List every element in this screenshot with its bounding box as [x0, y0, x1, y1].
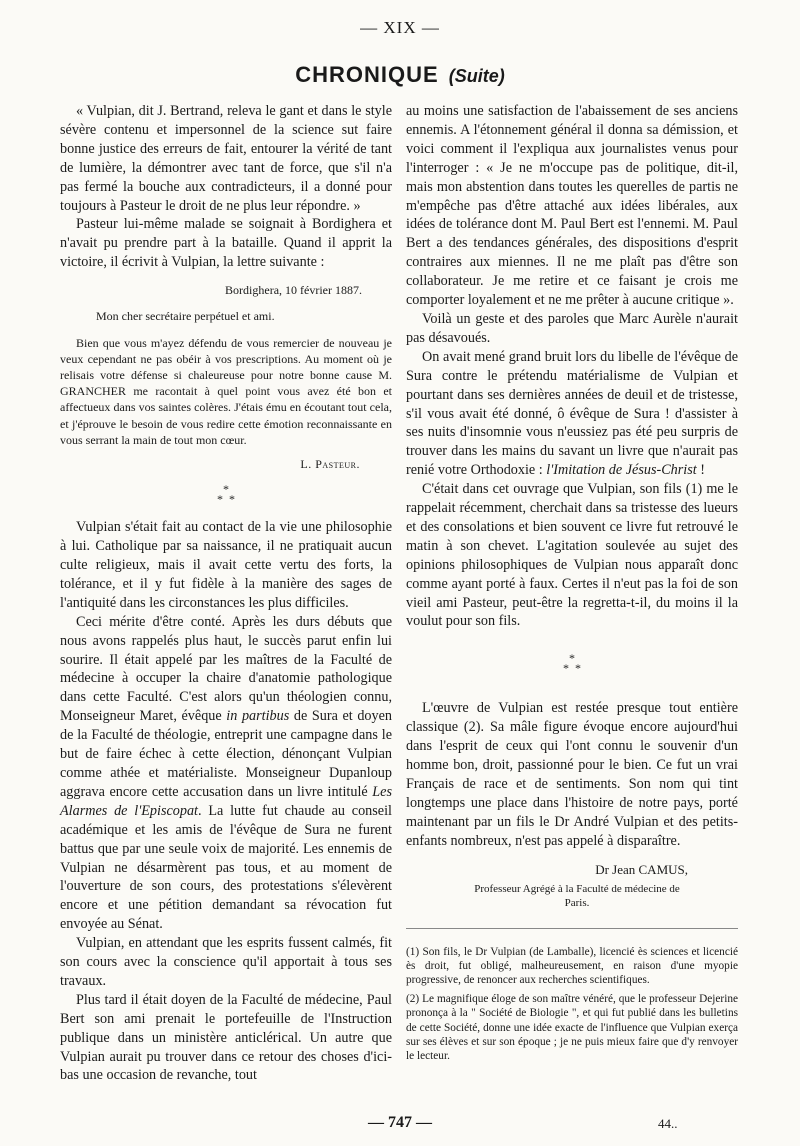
footnote-1: (1) Son fils, le Dr Vulpian (de Lamballe), licencié ès sciences et licencié ès droit, fut obligé, malheureusement, en raison d'une myopie progressive, de renoncer aux recherches scientifiques. — [406, 945, 738, 987]
author-signature — [406, 861, 688, 910]
text-run: Ceci mérite d'être conté. Après les durs débuts que nous avons rappelés plus haut, le succès parut enfin lui sourire. Il était appelé par les maîtres de la Faculté de médecine à occuper la chaire d'anatomie pathologique dans cette Faculté. C'est alors qu'un théologien connu, Monseigneur Maret, évêque — [60, 613, 392, 725]
left-column — [60, 102, 392, 1085]
paragraph: L'œuvre de Vulpian est restée presque tout entière classique (2). Sa mâle figure évoque encore aujourd'hui dans l'esprit de ceux qui l'ont connu le souvenir d'un homme bon, droit, passionné pour le bien. Ce fut un vrai Français de race et de sentiments. Son nom qui tint longtemps une place dans l'histoire de notre pays, porté maintenant par un fils le Dr André Vulpian et des petits-enfants nombreux, n'est pas appelé à disparaître. — [406, 700, 738, 849]
paragraph: Vulpian, en attendant que les esprits fussent calmés, fit son cours avec la conscience qu'il apportait à tous ses travaux. — [60, 935, 392, 989]
pasteur-letter — [60, 282, 392, 472]
letter-body: Bien que vous m'ayez défendu de vous remercier de nouveau je veux cependant ne pas obéir à vos prescriptions. Au moment où je relisais votre défense si chaleureuse pour notre bonne cause M. GRANCHER me racontait à quel point vous avez été bon et affectueux dans vos saintes colères. J'étais ému en écoutant tout cela, et j'éprouve le besoin de vous redire cette émotion reconnaissante en vous serrant la main de tout mon cœur. — [60, 335, 392, 447]
footnote-2: (2) Le magnifique éloge de son maître vénéré, que le professeur Dejerine prononça à la " Société de Biologie ", et qui fut publié dans les bulletins de cette Société, donne une idée exacte de l'influence que Vulpian exerça sur ses élèves et sur son époque ; je ne puis mieux faire que d'y renvoyer le lecteur. — [406, 992, 738, 1063]
folio-mark: 44.. — [658, 1116, 678, 1131]
text-run: de Sura et doyen de la Faculté de théologie, entreprit une campagne dans le but de faire échec à cette élection, dénonçant Vulpian comme athée et matérialiste. Monseigneur Dupanloup aggrava encore cette accusation dans un livre intitulé — [60, 708, 392, 800]
italic-run: in partibus — [226, 708, 290, 725]
paragraph: C'était dans cet ouvrage que Vulpian, son fils (1) me le rappelait récemment, cherchait dans sa tristesse des lueurs et des consolations et bien souvent ce livre fut retrouvé le matin à son chevet. L'agitation soulevée au sujet des opinions philosophiques de Vulpian nous apparaît donc comme ayant porté à faux. Certes il n'eut pas la foi de son vieil ami Pasteur, peut-être la regretta-t-il, du moins il la voulut pour son fils. — [406, 481, 738, 630]
asterism-right: * — [575, 661, 581, 676]
paragraph: Pasteur lui-même malade se soignait à Bordighera et n'avait pu prendre part à la bataille. Quand il apprit la victoire, il écrivit à Vulpian, la lettre suivante : — [60, 216, 392, 271]
section-asterism — [406, 651, 738, 676]
asterism-top: * — [223, 482, 229, 497]
asterism-left: * — [217, 492, 223, 507]
letter-place-date: Bordighera, 10 février 1887. — [225, 283, 362, 298]
author-name: Dr Jean CAMUS, — [595, 861, 688, 877]
paragraph — [60, 613, 392, 934]
italic-run: l'Imitation de Jésus-Christ — [546, 462, 697, 479]
title-suite: (Suite) — [448, 66, 505, 86]
paragraph: Plus tard il était doyen de la Faculté de médecine, Paul Bert son ami prenait le portefeuille de l'Instruction publique dans un ministère anticlérical. Un autre que Vulpian aurait pu trouver dans ce retour des choses d'ici-bas une occasion de revanche, tout — [60, 991, 392, 1084]
text-run: On avait mené grand bruit lors du libelle de l'évêque de Sura contre le prétendu matérialisme de Vulpian et pourtant dans ses dernières années de deuil et de tristesse, s'il vous avait été donné, ô évêque de Sura ! d'assister à ses nuits d'insomnie vous n'eussiez pas été peu surpris de trouver dans les mains du savant un livre que n'aurait pas renié votre Orthodoxie : — [406, 348, 738, 479]
asterism-top: * — [569, 651, 575, 666]
asterism-right: * — [229, 492, 235, 507]
page-number: — 747 — — [368, 1114, 432, 1131]
page-header: — XIX — — [360, 18, 440, 37]
article-title — [0, 62, 800, 88]
title-main: CHRONIQUE — [295, 62, 439, 87]
italic-run: Les Alarmes de l'Episcopat — [60, 783, 392, 819]
footnotes — [406, 945, 738, 1064]
footnote-divider — [406, 928, 738, 929]
paragraph: « Vulpian, dit J. Bertrand, releva le gant et dans le style sévère contenu et impersonnel de la science sut faire bonne justice des erreurs de fait, entourer la vérité de tant de lumière, la démontrer avec tant de force, que s'il n'a pas fermé la bouche aux contradicteurs, il a donné pour toujours à Pasteur le droit de ne plus leur répondre. » — [60, 103, 392, 214]
author-title: Professeur Agrégé à la Faculté de médecine de Paris. — [474, 882, 680, 909]
paragraph: Voilà un geste et des paroles que Marc Aurèle n'aurait pas désavoués. — [406, 310, 738, 346]
paragraph — [406, 348, 738, 480]
right-column — [406, 102, 738, 1068]
section-asterism — [60, 482, 392, 507]
letter-salutation: Mon cher secrétaire perpétuel et ami. — [96, 309, 275, 324]
letter-signature: L. Pasteur. — [300, 456, 360, 471]
paragraph: Vulpian s'était fait au contact de la vie une philosophie à lui. Catholique par sa naissance, il ne pratiquait aucun culte religieux, mais il avait cette vertu des forts, la tolérance, et il y fut fidèle à la manière des sages de l'antiquité dans les circonstances les plus difficiles. — [60, 519, 392, 611]
text-run: ! — [696, 462, 705, 479]
text-run: . La lutte fut chaude au conseil académique et les amis de l'évêque de Sura ne furent battus que par une seule voix de majorité. Les ennemis de Vulpian ne désarmèrent pas tous, et au moment de l'ouverture de son cours, des protestations s'élevèrent encore et une pétition demandant sa révocation fut envoyée au Sénat. — [60, 802, 392, 933]
asterism-left: * — [563, 661, 569, 676]
paragraph: au moins une satisfaction de l'abaissement de ses anciens ennemis. A l'étonnement général il donna sa démission, et voici comment il l'expliqua aux journalistes venus pour l'interroger : « Je ne m'occupe pas de politique, dit-il, mais mon abstention dans toutes les querelles de partis ne m'empêche pas d'être attaché aux idées libérales, aux idées de tolérance dont M. Paul Bert est l'ennemi. M. Paul Bert a des tendances générales, des dispositions d'esprit contraires aux miennes. Il ne me plaît pas d'être son collaborateur. Je me retire et ce faisant je crois me comporter loyalement et ne me prêter à aucune critique ». — [406, 103, 738, 309]
